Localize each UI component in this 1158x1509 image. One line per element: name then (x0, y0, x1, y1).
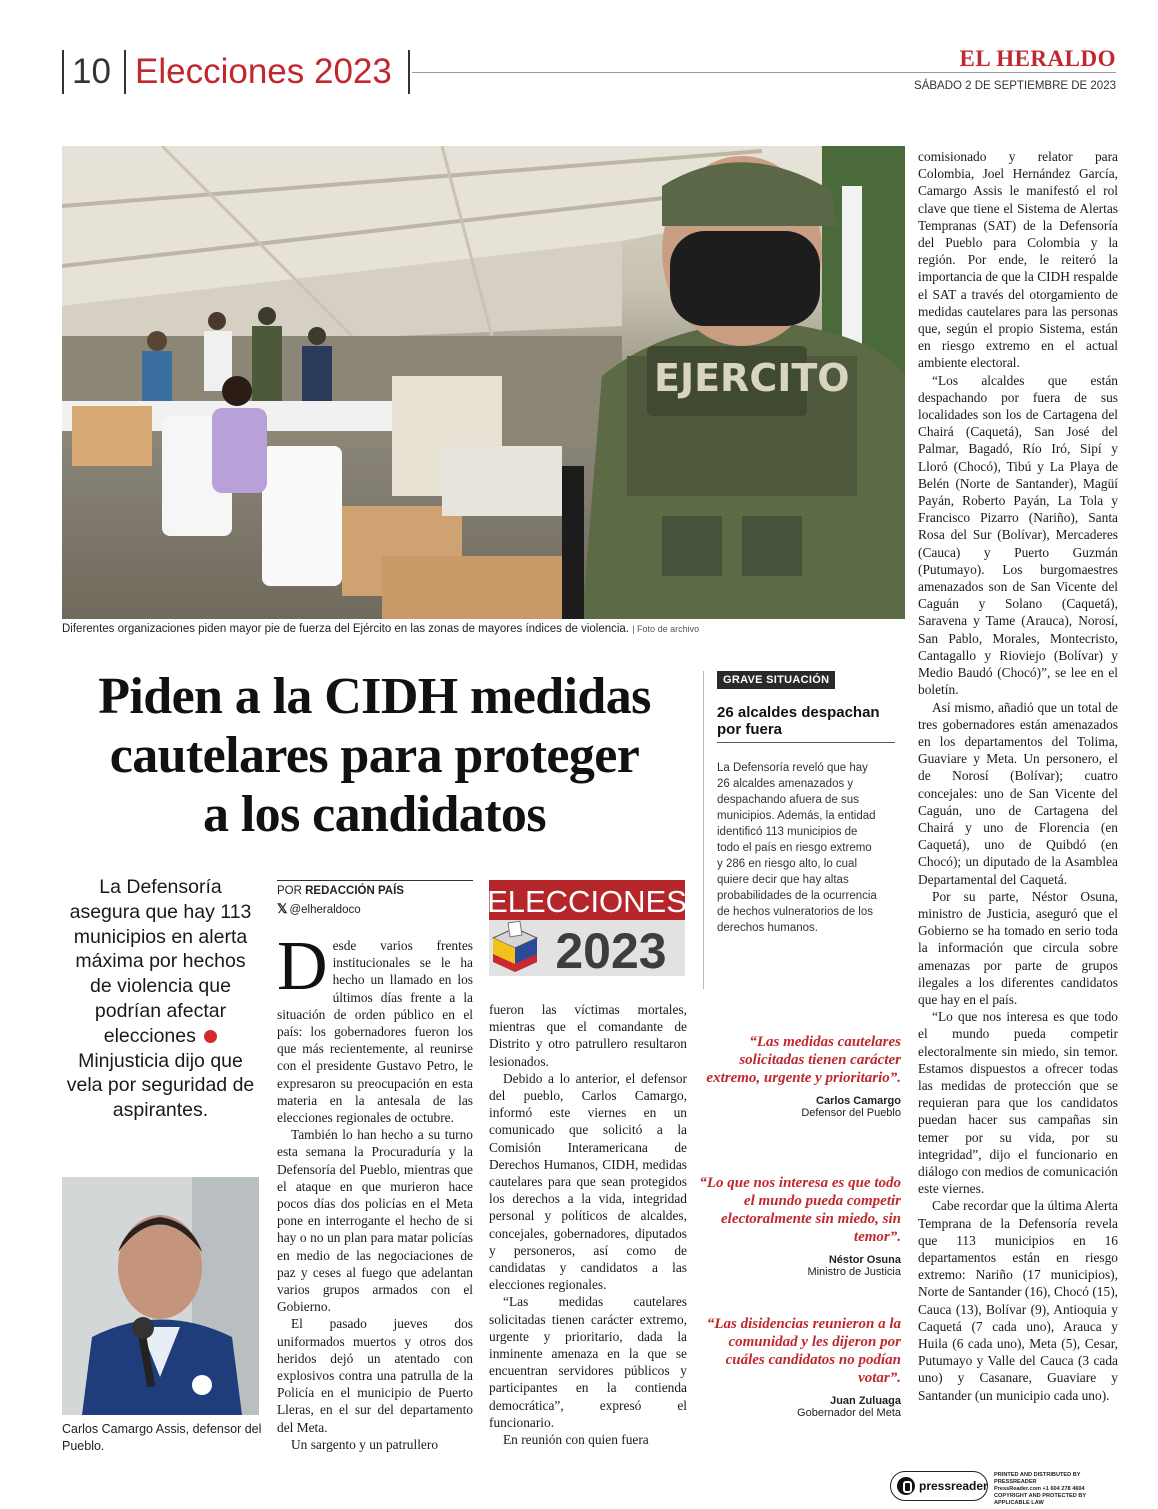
byline-social (277, 900, 473, 919)
bullet-dot-icon (204, 1030, 217, 1043)
quote-author: Néstor Osuna (828, 1254, 901, 1266)
paragraph: fueron las víctimas mortales, mientras que el comandante de Distrito y otro patrullero resultaron lesionados. (489, 1002, 687, 1069)
header-rule (412, 72, 1116, 73)
sidebar-text: La Defensoría reveló que hay 26 alcaldes amenazados y despachando afuera de sus municipios. Además, la entidad identificó 113 municipios de todo el país en riesgo extremo y 286 en riesgo alto, lo cual quiere decir que hay altas probabilidades de la ocurrencia de hechos vulneratorios de los derechos humanos. (717, 762, 877, 934)
quote-role: Gobernador del Meta (797, 1407, 901, 1419)
quote-text: “Las medidas cautelares solicitadas tienen carácter extremo, urgente y prioritario”. (706, 1034, 901, 1086)
quote-author: Carlos Camargo (816, 1095, 901, 1107)
paragraph: También lo han hecho a su turno esta semana la Procuraduría y la Defensoría del Pueblo, mientras que el ataque en que murieron hace pocos días dos policías en el Meta pone en interrogante el hecho de si hay o no un plan para matar policías en medio de las negociaciones de paz y ceses al fuego que adelantan varios grupos armados con el Gobierno. (277, 1127, 473, 1315)
pressreader-logo[interactable] (890, 1471, 988, 1501)
article-summary (62, 875, 259, 1123)
vest-label: EJERCITO (654, 356, 850, 400)
logo-word: ELECCIONES (489, 884, 685, 919)
pull-quote-1 (698, 1033, 901, 1119)
paragraph: Así mismo, añadió que un total de tres gobernadores están amenazados en los departamentos del Tolima, Guaviare y Meta. Un personero, el de Norosí (Bolívar); cuatro concejales: uno de San Vicente del Caguán, uno de Cartagena del Chairá y uno de Florencia (en Caquetá), uno de Quibdó (en Chocó); un diputado de la Asamblea Departamental del Caquetá. (918, 699, 1118, 887)
summary-part-2: Minjusticia dijo que vela por seguridad de aspirantes. (66, 1049, 255, 1122)
x-logo-icon: 𝕏 (277, 901, 288, 916)
photo-caption (62, 623, 905, 635)
headline-line-3: a los candidatos (203, 786, 546, 843)
sidebar-title: 26 alcaldes despachan por fuera (717, 704, 880, 738)
sidebar-rule (717, 742, 895, 743)
masthead-logo: EL HERALDO (959, 46, 1116, 71)
paragraph (277, 928, 473, 1126)
pressreader-line-1: PRINTED AND DISTRIBUTED BY PRESSREADER (994, 1472, 1081, 1485)
logo-graphic (489, 880, 685, 976)
portrait-illustration (62, 1177, 259, 1415)
paragraph: El pasado jueves dos uniformados muertos y otros dos heridos dejó un atentado con explosivos contra una patrulla de la Policía en el municipio de Puerto Lleras, en el sur del departamento del Meta. (277, 1316, 473, 1435)
x-handle[interactable]: @elheraldoco (289, 904, 361, 916)
pressreader-icon (897, 1477, 915, 1495)
publication-date: SÁBADO 2 DE SEPTIEMBRE DE 2023 (914, 80, 1116, 92)
pressreader-brand: pressreader (919, 1479, 988, 1493)
drop-cap: D (277, 928, 328, 1005)
photo-caption-text: Diferentes organizaciones piden mayor pie de fuerza del Ejército en las zonas de mayores índices de violencia. (62, 623, 630, 635)
main-photo (62, 146, 905, 619)
header-divider-left (62, 50, 64, 94)
paragraph: Cabe recordar que la última Alerta Temprana de la Defensoría revela que 113 municipios en 16 departamentos están en riesgo extremo: Nariño (17 municipios), Norte de Santander (16), Chocó (15), Cauca (13), Bolívar (9), Antioquia y Caquetá (7 cada uno), Arauca y Huila (6 cada uno), Meta (5), Cesar, Putumayo y Valle del Cauca (3 cada uno) y Casanare, Guaviare y Santander (un municipio cada uno). (918, 1198, 1118, 1403)
paragraph: comisionado y relator para Colombia, Joel Hernández García, Camargo Assis le manifestó el rol clave que tiene el Sistema de Alertas Tempranas (SAT) de la Defensoría del Pueblo para Colombia y la región. Por ende, le reiteró la importancia de que la CIDH respalde el SAT a través del otorgamiento de medidas cautelares para las personas que, según el propio Sistema, están en riesgo extremo en el actual ambiente electoral. (918, 149, 1118, 371)
paragraph: En reunión con quien fuera (503, 1432, 649, 1448)
quote-text: “Las disidencias reunieron a la comunidad y les dijeron por cuáles candidatos no podían votar”. (706, 1316, 901, 1386)
paragraph-text: esde varios frentes institucionales se le ha hecho un llamado en los últimos días frente a la situación de orden público en el país: los gobernadores fueron los que más recientemente, al reunirse con el presidente Gustavo Petro, le expresaron su preocupación en esta materia en la antesala de las elecciones regionales de octubre. (277, 938, 473, 1126)
photo-illustration (62, 146, 905, 619)
byline-name: REDACCIÓN PAÍS (305, 885, 404, 897)
summary-part-1: La Defensoría asegura que hay 113 municipios en alerta máxima por hechos de violencia que podrían afectar elecciones (69, 876, 252, 1047)
pull-quote-3 (698, 1315, 901, 1419)
header-divider-right (408, 50, 410, 94)
article-column-1 (277, 928, 473, 1453)
quote-role: Defensor del Pueblo (801, 1107, 901, 1119)
byline (277, 880, 473, 919)
paragraph: Un sargento y un patrullero (291, 1436, 439, 1452)
paragraph: “Los alcaldes que están despachando por fuera de sus localidades son los de Cartagena del Chairá (Caquetá), San José del Palmar, Bagadó, Río Iró, Sipí y Lloró (Chocó), Tibú y La Playa de Belén (Norte de Santander), Magüí Payán, Roberto Payán, La Tola y Francisco Pizarro (Nariño), Santa Rosa del Sur (Bolívar), Mercaderes (Cauca) y Puerto Guzmán (Putumayo). Los burgomaestres amenazados son de San Vicente del Caguán y Solano (Caquetá), Saravena y Tame (Arauca), Norosí, San Pablo, Morales, Montecristo, Cantagallo y Rioviejo (Bolívar) y Medio Baudó (Chocó)”, se lee en el boletín. (918, 372, 1118, 698)
portrait-photo (62, 1177, 259, 1415)
byline-prefix: POR (277, 885, 302, 897)
headline-line-1: Piden a la CIDH medidas (98, 668, 651, 725)
page-number: 10 (72, 52, 111, 91)
header-divider-mid (124, 50, 126, 94)
article-column-4 (918, 148, 1118, 1404)
paragraph: “Lo que nos interesa es que todo el mundo pueda competir electoralmente sin miedo, sin temor. Estamos dispuestos a ofrecer todas las medidas de protección que se requieran para que los candidatos puedan hacer sus campañas sin temer por su vida, por su integridad”, dijo el funcionario en diálogo con medios de comunicación este viernes. (918, 1009, 1118, 1197)
pressreader-line-3: COPYRIGHT AND PROTECTED BY APPLICABLE LAW (994, 1493, 1086, 1506)
sidebar-tag: GRAVE SITUACIÓN (717, 671, 835, 689)
section-title: Elecciones 2023 (135, 52, 392, 91)
quote-text: “Lo que nos interesa es que todo el mundo pueda competir electoralmente sin miedo, sin temor”. (699, 1175, 901, 1245)
byline-author (277, 883, 473, 900)
paragraph: Por su parte, Néstor Osuna, ministro de Justicia, aseguró que el Gobierno se ha tomado en serio toda la información que circula sobre amenazas por parte de grupos ilegales a los diferentes candidatos que hay en el país. (918, 888, 1118, 1007)
portrait-caption: Carlos Camargo Assis, defensor del Pueblo. (62, 1422, 262, 1453)
article-column-2 (489, 1001, 687, 1448)
pressreader-info (994, 1472, 1119, 1507)
pressreader-line-2: PressReader.com +1 604 278 4604 (994, 1486, 1085, 1492)
photo-credit: | Foto de archivo (632, 624, 700, 634)
paragraph: “Las medidas cautelares solicitadas tienen carácter extremo, urgente y prioritario, dada la inminente amenaza en la que se encuentran servidores públicos y participantes en la contienda democrática”, expresó el funcionario. (489, 1294, 687, 1430)
headline-line-2: cautelares para proteger (109, 727, 640, 784)
pull-quote-2 (698, 1174, 901, 1278)
article-headline (62, 667, 687, 844)
elecciones-2023-logo (489, 880, 685, 976)
paragraph: Debido a lo anterior, el defensor del pueblo, Carlos Camargo, informó este viernes en un comunicado que solicitó a la Comisión Interamericana de Derechos Humanos, CIDH, medidas cautelares para que sean protegidos los derechos a la vida, integridad personal y políticos de alcaldes, concejales, gobernadores, diputados y personeros, así como de candidatas y candidatos a las elecciones regionales. (489, 1070, 687, 1293)
logo-year: 2023 (555, 923, 667, 976)
quote-author: Juan Zuluaga (830, 1395, 901, 1407)
quote-role: Ministro de Justicia (807, 1266, 901, 1278)
sidebar-border (703, 671, 704, 989)
